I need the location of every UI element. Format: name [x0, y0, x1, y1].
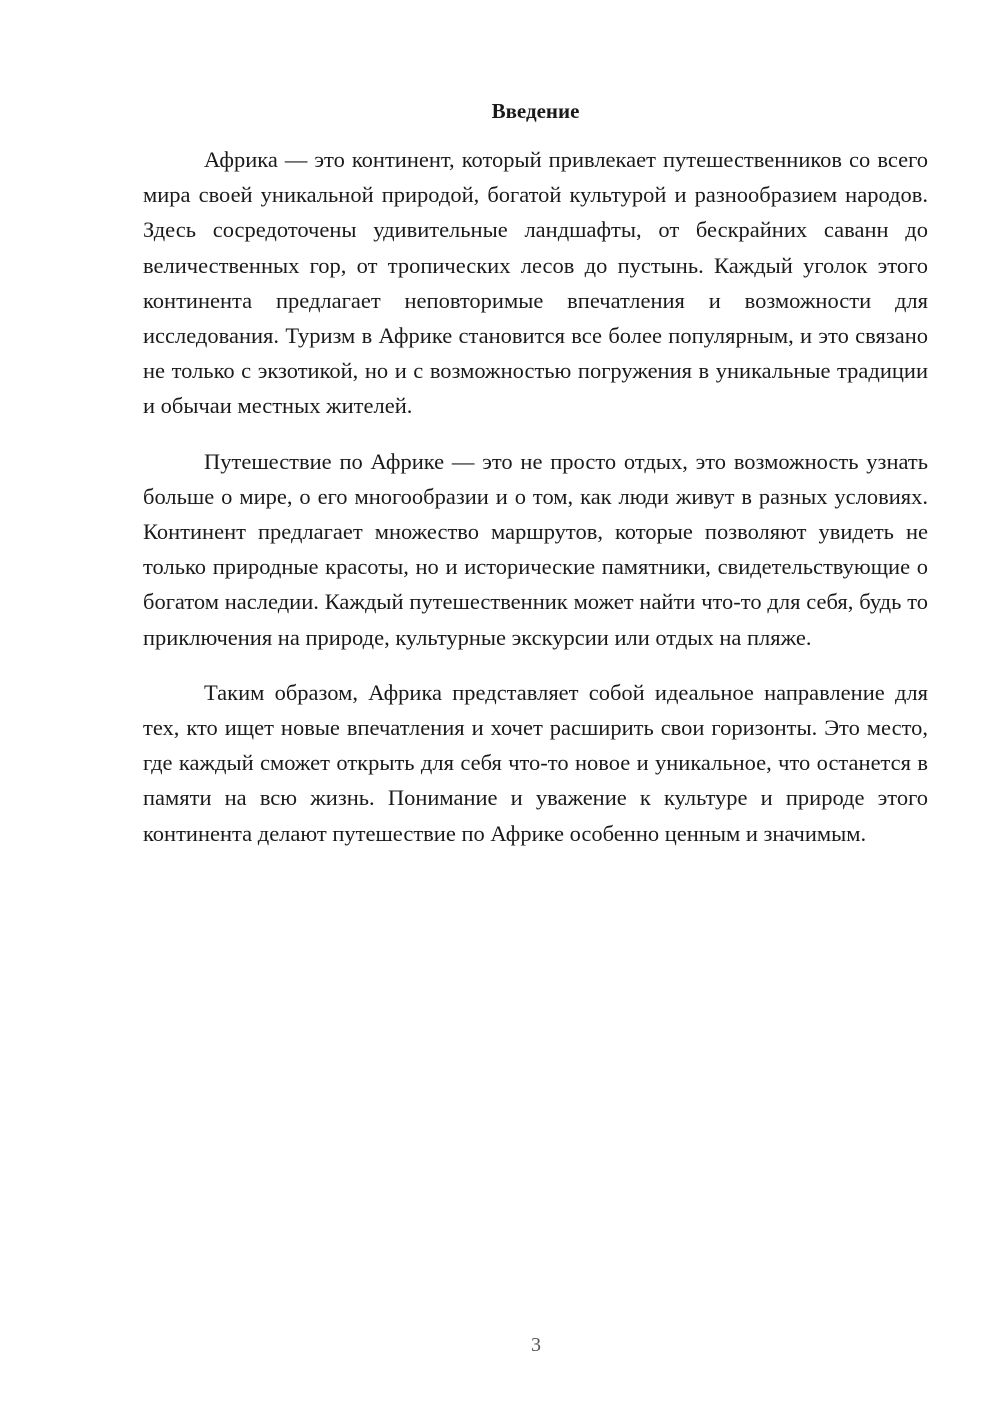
paragraph-3: Таким образом, Африка представляет собой идеальное направление для тех, кто ищет новые впечатления и хочет расширить свои горизонты. Это место, где каждый сможет открыть для себя что-то новое и уникальное, что останется в памяти на всю жизнь. Понимание и уважение к культуре и природе этого континента делают путешествие по Африке особенно ценным и значимым.	[143, 679, 928, 846]
body-text	[143, 142, 928, 871]
section-heading: Введение	[491, 99, 580, 123]
page-number: 3	[531, 1334, 541, 1356]
paragraph-1: Африка — это континент, который привлекает путешественников со всего мира своей уникальной природой, богатой культурой и разнообразием народов. Здесь сосредоточены удивительные ландшафты, от бескрайних саванн до величественных гор, от тропических лесов до пустынь. Каждый уголок этого континента предлагает неповторимые впечатления и возможности для исследования. Туризм в Африке становится все более популярным, и это связано не только с экзотикой, но и с возможностью погружения в уникальные традиции и обычаи местных жителей.	[143, 147, 928, 419]
paragraph-2: Путешествие по Африке — это не просто отдых, это возможность узнать больше о мире, о его многообразии и о том, как люди живут в разных условиях. Континент предлагает множество маршрутов, которые позволяют увидеть не только природные красоты, но и исторические памятники, свидетельствующие о богатом наследии. Каждый путешественник может найти что-то для себя, будь то приключения на природе, культурные экскурсии или отдых на пляже.	[143, 448, 928, 650]
